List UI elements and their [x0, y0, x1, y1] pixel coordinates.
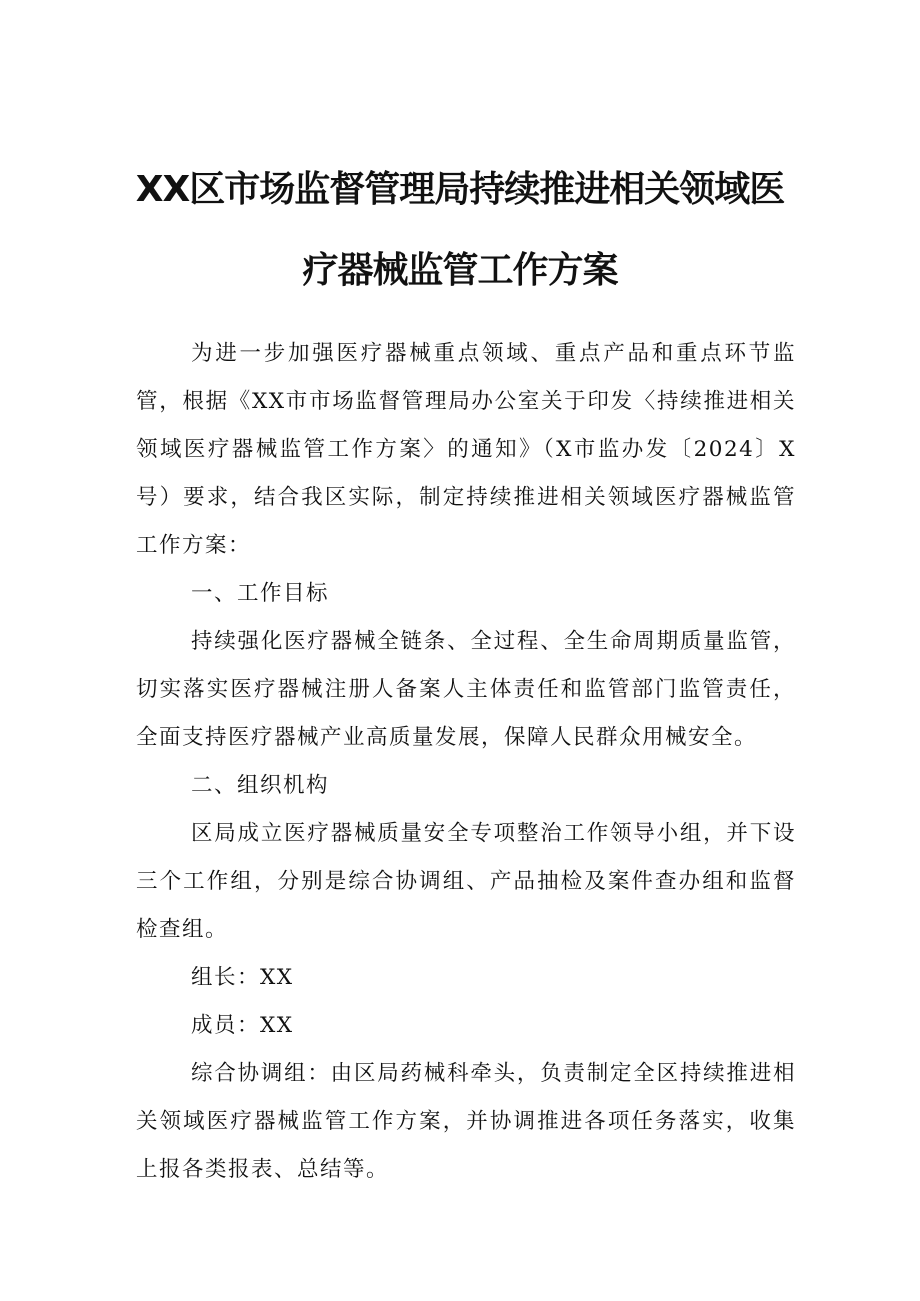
- document-body: [136, 330, 796, 1194]
- goals-paragraph: 持续强化医疗器械全链条、全过程、全生命周期质量监管，切实落实医疗器械注册人备案人主体责任和监管部门监管责任，全面支持医疗器械产业高质量发展，保障人民群众用械安全。: [136, 629, 796, 750]
- document-title-line1: XX区市场监督管理局持续推进相关领域医: [135, 169, 785, 210]
- organization-paragraph: 区局成立医疗器械质量安全专项整治工作领导小组，并下设三个工作组，分别是综合协调组、产品抽检及案件查办组和监督检查组。: [136, 821, 796, 942]
- document-title-line2: 疗器械监管工作方案: [302, 250, 618, 291]
- members-line: 成员：XX: [191, 1013, 294, 1038]
- coordination-group-paragraph: 综合协调组：由区局药械科牵头，负责制定全区持续推进相关领域医疗器械监管工作方案，并协调推进各项任务落实，收集上报各类报表、总结等。: [136, 1061, 796, 1182]
- section-heading-organization: 二、组织机构: [191, 773, 330, 798]
- intro-paragraph: 为进一步加强医疗器械重点领域、重点产品和重点环节监管，根据《XX市市场监督管理局办公室关于印发〈持续推进相关领域医疗器械监管工作方案〉的通知》（X市监办发〔2024〕X号）要求，结合我区实际，制定持续推进相关领域医疗器械监管工作方案：: [136, 341, 796, 558]
- section-heading-goals: 一、工作目标: [191, 581, 330, 606]
- leader-line: 组长：XX: [191, 965, 294, 990]
